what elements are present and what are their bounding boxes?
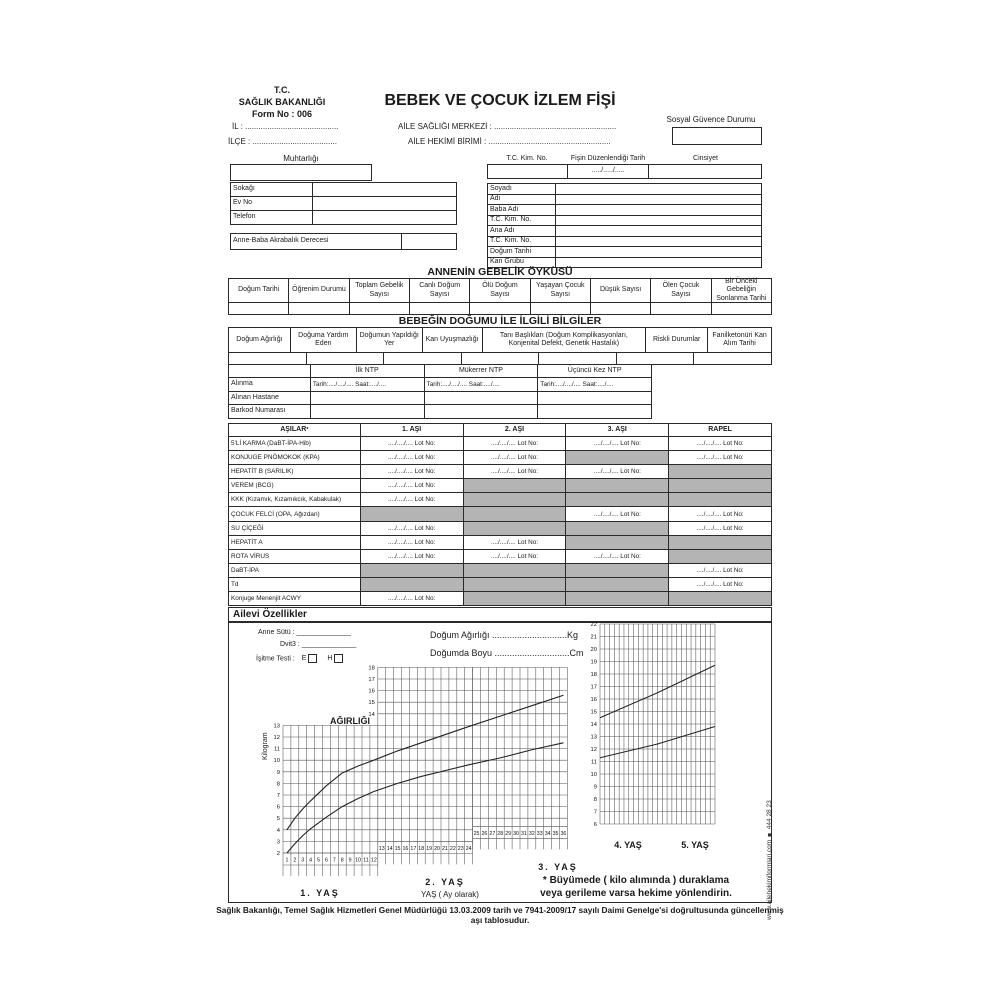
pregnancy-entry-cell[interactable]: [712, 303, 772, 315]
vaccine-dose-input[interactable]: ..../..../.... Lot No:: [361, 536, 464, 550]
ntp-input[interactable]: [425, 405, 539, 419]
svg-text:12: 12: [370, 857, 377, 864]
vaccine-row: [229, 536, 772, 550]
vaccine-row: [229, 507, 772, 521]
svg-text:10: 10: [273, 758, 280, 765]
svg-text:7: 7: [332, 857, 336, 864]
svg-text:7: 7: [276, 793, 280, 799]
cinsiyet-header: Cinsiyet: [693, 155, 718, 162]
svg-text:25: 25: [473, 830, 480, 837]
vaccine-dose-blocked: [464, 522, 567, 536]
isitme-e-label: E: [301, 655, 307, 663]
il-field[interactable]: İL : ..........................................: [232, 122, 339, 131]
svg-text:32: 32: [528, 830, 535, 837]
vaccine-dose-blocked: [464, 493, 567, 507]
vaccine-dose-input[interactable]: ..../..../.... Lot No:: [361, 437, 464, 451]
ntp-input[interactable]: Tarih:..../..../.... Saat:..../....: [425, 378, 539, 392]
svg-text:28: 28: [497, 830, 504, 837]
identity-input[interactable]: [556, 247, 762, 258]
vaccine-name: HEPATİT A: [229, 536, 361, 550]
vaccine-dose-input[interactable]: ..../..../.... Lot No:: [566, 507, 669, 521]
vaccine-dose-input[interactable]: ..../..../.... Lot No:: [669, 522, 772, 536]
birth-info-table: [228, 327, 772, 365]
vaccine-dose-input[interactable]: ..../..../.... Lot No:: [669, 578, 772, 592]
vaccine-row: [229, 578, 772, 592]
svg-text:11: 11: [363, 857, 369, 864]
contact-input[interactable]: [313, 197, 457, 211]
agency-line2: SAĞLIK BAKANLIĞI: [238, 97, 326, 108]
ntp-row: [229, 378, 652, 392]
pregnancy-col-header: Toplam Gebelik Sayısı: [350, 279, 410, 303]
contact-input[interactable]: [313, 211, 457, 225]
svg-text:8: 8: [276, 781, 280, 788]
pregnancy-col-header: Ölen Çocuk Sayısı: [651, 279, 711, 303]
svg-text:11: 11: [273, 746, 280, 753]
vaccine-name: KKK (Kızamık, Kızamıkcık, Kabakulak): [229, 493, 361, 507]
vaccine-dose-blocked: [566, 479, 669, 493]
vaccine-dose-blocked: [669, 536, 772, 550]
svg-text:9: 9: [276, 769, 280, 776]
ntp-corner-cell: [229, 365, 311, 378]
vaccine-name: 5'Lİ KARMA (DaBT-İPA-Hib): [229, 437, 361, 451]
vaccine-header-asterisk: *: [306, 426, 309, 433]
vaccine-row: [229, 564, 772, 578]
year3-label: 3. YAŞ: [538, 862, 578, 872]
ntp-input[interactable]: Tarih:..../..../.... Saat:..../....: [311, 378, 425, 392]
vaccine-dose-blocked: [464, 578, 567, 592]
cinsiyet-input[interactable]: [649, 165, 762, 179]
vaccine-row: [229, 493, 772, 507]
svg-text:16: 16: [590, 697, 597, 703]
footer-note: Sağlık Bakanlığı, Temel Sağlık Hizmetleri Genel Müdürlüğü 13.03.2009 tarih ve 7941-2009/17 sayılı Daimi Genelge'si doğrultusunda güncellenmiş aşı tablosudur.: [216, 905, 784, 925]
identity-label: Adı: [488, 195, 556, 206]
growth-warning-line1: * Büyümede ( kilo alımında ) duraklama: [542, 875, 730, 886]
vaccine-dose-input[interactable]: ..../..../.... Lot No:: [669, 507, 772, 521]
vaccine-dose-blocked: [566, 578, 669, 592]
svg-text:17: 17: [410, 845, 417, 852]
tarih-header: Fişin Düzenlendiği Tarih: [570, 155, 646, 162]
pregnancy-entry-cell[interactable]: [289, 303, 349, 315]
pregnancy-col-header: Düşük Sayısı: [591, 279, 651, 303]
birth-col-header: Fanilketonüri Kan Alım Tarihi: [708, 328, 772, 353]
svg-text:15: 15: [368, 700, 375, 707]
ntp-row-label: Alınma: [229, 378, 311, 392]
svg-text:7: 7: [593, 809, 597, 816]
svg-text:14: 14: [386, 845, 393, 852]
svg-text:26: 26: [481, 830, 488, 837]
vaccine-dose-blocked: [361, 578, 464, 592]
vaccine-row: [229, 550, 772, 564]
svg-text:13: 13: [378, 845, 385, 852]
tckn-input[interactable]: [488, 165, 568, 179]
svg-text:22: 22: [449, 845, 456, 852]
svg-text:10: 10: [590, 772, 597, 778]
svg-text:11: 11: [590, 759, 597, 766]
svg-text:13: 13: [590, 734, 597, 741]
svg-text:21: 21: [441, 845, 448, 852]
pregnancy-col-header: Doğum Tarihi: [229, 279, 289, 303]
akrabalik-input[interactable]: [402, 234, 457, 250]
akrabalik-label: Anne-Baba Akrabalık Derecesi: [231, 234, 402, 250]
svg-text:16: 16: [368, 688, 375, 695]
identity-row: [488, 216, 762, 227]
year4-label: 4. YAŞ: [614, 840, 642, 850]
ntp-row: [229, 405, 652, 419]
vaccine-dose-input[interactable]: ..../..../.... Lot No:: [361, 451, 464, 465]
ntp-row-label: Barkod Numarası: [229, 405, 311, 419]
ntp-row-label: Alınan Hastane: [229, 392, 311, 406]
birth-col-header: Doğumun Yapıldığı Yer: [357, 328, 423, 353]
vaccine-dose-header: RAPEL: [669, 424, 772, 437]
svg-text:22: 22: [590, 622, 597, 628]
svg-text:5: 5: [276, 816, 280, 823]
vaccine-dose-input[interactable]: ..../..../.... Lot No:: [464, 451, 567, 465]
svg-text:1: 1: [285, 857, 289, 864]
vaccine-dose-input[interactable]: ..../..../.... Lot No:: [464, 536, 567, 550]
weight-chart-0-36: [268, 657, 580, 897]
pregnancy-entry-cell[interactable]: [410, 303, 470, 315]
ntp-row: [229, 392, 652, 406]
vaccine-dose-input[interactable]: ..../..../.... Lot No:: [361, 550, 464, 564]
birth-col-header: Doğum Ağırlığı: [229, 328, 291, 353]
svg-text:31: 31: [520, 830, 527, 837]
svg-text:8: 8: [340, 857, 344, 864]
vaccine-name-header: [229, 424, 361, 437]
social-security-label: Sosyal Güvence Durumu: [666, 115, 756, 124]
vaccine-dose-input[interactable]: ..../..../.... Lot No:: [464, 437, 567, 451]
year1-label: 1. YAŞ: [300, 888, 340, 898]
ntp-input[interactable]: [538, 405, 652, 419]
svg-text:21: 21: [590, 634, 597, 641]
vaccine-name: ÇOCUK FELCİ (OPA, Ağızdan): [229, 507, 361, 521]
vaccine-dose-blocked: [566, 592, 669, 606]
svg-text:9: 9: [348, 857, 352, 864]
svg-text:4: 4: [309, 857, 313, 864]
ntp-table: [228, 364, 652, 419]
printer-credit: www.ailehekimiformlari.com ■ 444 28 23: [766, 800, 773, 920]
identity-table: [487, 183, 762, 268]
svg-text:19: 19: [426, 845, 433, 852]
year2-label: 2. YAŞ: [425, 877, 465, 887]
pregnancy-entry-cell[interactable]: [470, 303, 530, 315]
svg-text:18: 18: [590, 672, 597, 678]
svg-text:8: 8: [593, 797, 597, 803]
vaccine-dose-blocked: [361, 564, 464, 578]
vaccine-dose-input[interactable]: ..../..../.... Lot No:: [464, 465, 567, 479]
svg-text:14: 14: [368, 711, 375, 718]
vaccine-dose-blocked: [669, 479, 772, 493]
birth-entry-cell[interactable]: [694, 353, 772, 365]
ntp-input[interactable]: [425, 392, 539, 406]
svg-text:2: 2: [293, 857, 297, 864]
family-title: Ailevi Özellikler: [233, 609, 307, 620]
identity-input[interactable]: [556, 195, 762, 206]
identity-label: T.C. Kim. No.: [488, 237, 556, 248]
identity-label: Doğum Tarihi: [488, 247, 556, 258]
vaccine-dose-blocked: [566, 451, 669, 465]
identity-row: [488, 195, 762, 206]
contact-row: [231, 197, 457, 211]
isitme-h-label: H: [327, 655, 333, 663]
identity-row: [488, 226, 762, 237]
weight-chart-4-5: [578, 618, 720, 843]
year5-label: 5. YAŞ: [681, 840, 709, 850]
vaccine-name: Konjuge Menenjit ACWY: [229, 592, 361, 606]
birth-title: BEBEĞİN DOĞUMU İLE İLGİLİ BİLGİLER: [398, 315, 602, 327]
svg-text:35: 35: [552, 830, 559, 837]
identity-label: Ana Adı: [488, 226, 556, 237]
svg-text:15: 15: [394, 845, 401, 852]
dogumda-boyu-field[interactable]: Doğumda Boyu ..............................Cm: [430, 648, 584, 658]
contact-row: [231, 211, 457, 225]
ntp-col-header: Mükerrer NTP: [425, 365, 539, 378]
svg-text:18: 18: [368, 665, 375, 672]
identity-input[interactable]: [556, 226, 762, 237]
svg-text:14: 14: [590, 722, 597, 728]
svg-text:12: 12: [273, 735, 280, 741]
identity-row: [488, 205, 762, 216]
vaccine-dose-input[interactable]: ..../..../.... Lot No:: [464, 550, 567, 564]
vaccine-dose-input[interactable]: ..../..../.... Lot No:: [361, 479, 464, 493]
vaccine-dose-input[interactable]: ..../..../.... Lot No:: [361, 522, 464, 536]
vaccine-dose-header: 2. AŞI: [464, 424, 567, 437]
svg-text:33: 33: [536, 830, 543, 837]
vaccine-dose-blocked: [566, 493, 669, 507]
dogum-agirligi-field[interactable]: Doğum Ağırlığı ..............................Kg: [430, 630, 579, 640]
vaccine-name: HEPATİT B (SARILIK): [229, 465, 361, 479]
muhtarlik-label: Muhtarlığı: [283, 154, 319, 163]
pregnancy-entry-cell[interactable]: [591, 303, 651, 315]
contact-table: [230, 182, 457, 225]
pregnancy-header-row: [229, 279, 772, 303]
identity-label: Soyadı: [488, 184, 556, 195]
pregnancy-col-header: Ölü Doğum Sayısı: [470, 279, 530, 303]
identity-input[interactable]: [556, 184, 762, 195]
vaccine-dose-blocked: [361, 507, 464, 521]
svg-text:6: 6: [324, 857, 328, 864]
vaccine-row: [229, 437, 772, 451]
asm-field[interactable]: AİLE SAĞLIĞI MERKEZİ : .......................................................: [398, 122, 617, 131]
vaccine-name: VEREM (BCG): [229, 479, 361, 493]
vaccine-name: Td: [229, 578, 361, 592]
vaccine-header-label: AŞILAR: [280, 425, 307, 433]
pregnancy-col-header: Bir Önceki Gebeliğin Sonlanma Tarihi: [712, 279, 772, 303]
identity-label: Baba Adı: [488, 205, 556, 216]
svg-text:13: 13: [273, 723, 280, 730]
vaccine-dose-blocked: [566, 522, 669, 536]
ilce-field[interactable]: İLÇE : ......................................: [228, 137, 337, 146]
vaccine-dose-blocked: [566, 564, 669, 578]
vaccine-dose-header: 1. AŞI: [361, 424, 464, 437]
svg-text:27: 27: [489, 830, 496, 837]
vaccine-dose-blocked: [566, 536, 669, 550]
contact-row: [231, 183, 457, 197]
birth-col-header: Kan Uyuşmazlığı: [423, 328, 483, 353]
vaccine-row: [229, 522, 772, 536]
vaccine-header-row: [229, 424, 772, 437]
svg-text:20: 20: [590, 647, 597, 653]
svg-text:10: 10: [355, 857, 362, 864]
muhtarlik-input[interactable]: [230, 164, 372, 181]
tckn-header: T.C. Kim. No.: [506, 155, 548, 162]
vaccine-dose-input[interactable]: ..../..../.... Lot No:: [566, 465, 669, 479]
vaccine-name: SU ÇİÇEĞİ: [229, 522, 361, 536]
weight-chart-ylabel: Kilogram: [262, 732, 269, 760]
vaccine-row: [229, 465, 772, 479]
svg-text:24: 24: [465, 845, 472, 852]
ahb-field[interactable]: AİLE HEKİMİ BİRİMİ : .......................................................: [408, 137, 611, 146]
vaccine-name: KONJUGE PNÖMOKOK (KPA): [229, 451, 361, 465]
contact-label: Telefon: [231, 211, 313, 225]
pregnancy-col-header: Yaşayan Çocuk Sayısı: [531, 279, 591, 303]
svg-text:12: 12: [590, 747, 597, 753]
contact-input[interactable]: [313, 183, 457, 197]
vaccine-row: [229, 592, 772, 606]
identity-input[interactable]: [556, 237, 762, 248]
vaccine-dose-blocked: [464, 479, 567, 493]
anne-sutu-field[interactable]: Anne Sütü : ______________: [258, 629, 352, 636]
identity-row: [488, 237, 762, 248]
svg-text:4: 4: [276, 827, 280, 834]
ntp-input[interactable]: [538, 392, 652, 406]
pregnancy-entry-cell[interactable]: [350, 303, 410, 315]
social-security-input[interactable]: [672, 127, 762, 145]
pregnancy-col-header: Canlı Doğum Sayısı: [410, 279, 470, 303]
pregnancy-col-header: Öğrenim Durumu: [289, 279, 349, 303]
vaccine-dose-input[interactable]: ..../..../.... Lot No:: [669, 564, 772, 578]
birth-col-header: Tanı Başlıkları (Doğum Komplikasyonları, Konjenital Defekt, Genetik Hastalık): [483, 328, 647, 353]
ntp-input[interactable]: Tarih:..../..../.... Saat:..../....: [538, 378, 652, 392]
pregnancy-table: [228, 278, 772, 315]
ntp-header-row: [229, 365, 652, 378]
identity-input[interactable]: [556, 205, 762, 216]
pregnancy-entry-cell[interactable]: [531, 303, 591, 315]
svg-text:9: 9: [593, 784, 597, 791]
birth-col-header: Riskli Durumlar: [646, 328, 708, 353]
vaccine-dose-input[interactable]: ..../..../.... Lot No:: [361, 592, 464, 606]
vaccine-dose-header: 3. AŞI: [566, 424, 669, 437]
vaccine-row: [229, 479, 772, 493]
weight-chart-title: AĞIRLIĞI: [330, 716, 370, 726]
svg-text:16: 16: [402, 845, 409, 852]
vaccine-dose-input[interactable]: ..../..../.... Lot No:: [669, 451, 772, 465]
growth-warning-line2: veya gerileme varsa hekime yönlendirin.: [540, 888, 732, 899]
svg-text:23: 23: [457, 845, 464, 852]
pregnancy-title: ANNENİN GEBELİK ÖYKÜSÜ: [427, 266, 573, 278]
contact-label: Sokağı: [231, 183, 313, 197]
svg-text:17: 17: [368, 677, 375, 683]
svg-text:36: 36: [560, 830, 567, 837]
growth-warning-note: [505, 874, 767, 900]
vaccine-row: [229, 451, 772, 465]
ntp-input[interactable]: [311, 392, 425, 406]
vaccine-table: [228, 423, 772, 606]
svg-text:18: 18: [418, 845, 425, 852]
vaccine-dose-blocked: [464, 564, 567, 578]
ntp-input[interactable]: [311, 405, 425, 419]
svg-text:30: 30: [513, 830, 520, 837]
svg-text:3: 3: [276, 839, 280, 846]
ntp-col-header: İlk NTP: [311, 365, 425, 378]
svg-text:6: 6: [593, 822, 597, 828]
dvit3-field[interactable]: Dvit3 : ______________: [280, 641, 357, 648]
pregnancy-entry-row: [229, 303, 772, 315]
vaccine-dose-blocked: [464, 507, 567, 521]
page-title: BEBEK VE ÇOCUK İZLEM FİŞİ: [384, 92, 616, 109]
svg-text:2: 2: [276, 851, 280, 857]
vaccine-dose-blocked: [464, 592, 567, 606]
svg-text:5: 5: [317, 857, 321, 864]
pregnancy-entry-cell[interactable]: [229, 303, 289, 315]
pregnancy-entry-cell[interactable]: [651, 303, 711, 315]
svg-text:3: 3: [301, 857, 305, 864]
contact-label: Ev No: [231, 197, 313, 211]
identity-input[interactable]: [556, 216, 762, 227]
svg-text:6: 6: [276, 804, 280, 811]
svg-text:19: 19: [590, 659, 597, 666]
vaccine-dose-blocked: [669, 493, 772, 507]
ntp-col-header: Üçüncü Kez NTP: [538, 365, 652, 378]
tarih-input[interactable]: ...../...../.....: [568, 165, 650, 179]
vaccine-name: DaBT-İPA: [229, 564, 361, 578]
identity-label: Kan Grubu: [488, 258, 556, 269]
vaccine-dose-blocked: [669, 550, 772, 564]
vaccine-dose-input[interactable]: ..../..../.... Lot No:: [361, 493, 464, 507]
vaccine-dose-blocked: [669, 592, 772, 606]
svg-text:17: 17: [590, 684, 597, 691]
isitme-label: İşitme Testi :: [256, 655, 295, 663]
identity-row: [488, 184, 762, 195]
svg-text:29: 29: [505, 830, 512, 837]
vaccine-dose-blocked: [669, 465, 772, 479]
birth-col-header: Doğuma Yardım Eden: [291, 328, 357, 353]
birth-header-row: [229, 328, 772, 353]
vaccine-dose-input[interactable]: ..../..../.... Lot No:: [669, 437, 772, 451]
vaccine-dose-input[interactable]: ..../..../.... Lot No:: [566, 550, 669, 564]
identity-label: T.C. Kim. No.: [488, 216, 556, 227]
svg-text:20: 20: [434, 845, 441, 852]
agency-line1: T.C.: [273, 85, 290, 95]
vaccine-dose-input[interactable]: ..../..../.... Lot No:: [566, 437, 669, 451]
svg-text:34: 34: [544, 830, 551, 837]
svg-text:15: 15: [590, 709, 597, 716]
form-no: Form No : 006: [251, 109, 312, 120]
vaccine-name: ROTA VİRUS: [229, 550, 361, 564]
vaccine-dose-input[interactable]: ..../..../.... Lot No:: [361, 465, 464, 479]
x-axis-label: YAŞ ( Ay olarak): [421, 890, 479, 899]
identity-row: [488, 247, 762, 258]
